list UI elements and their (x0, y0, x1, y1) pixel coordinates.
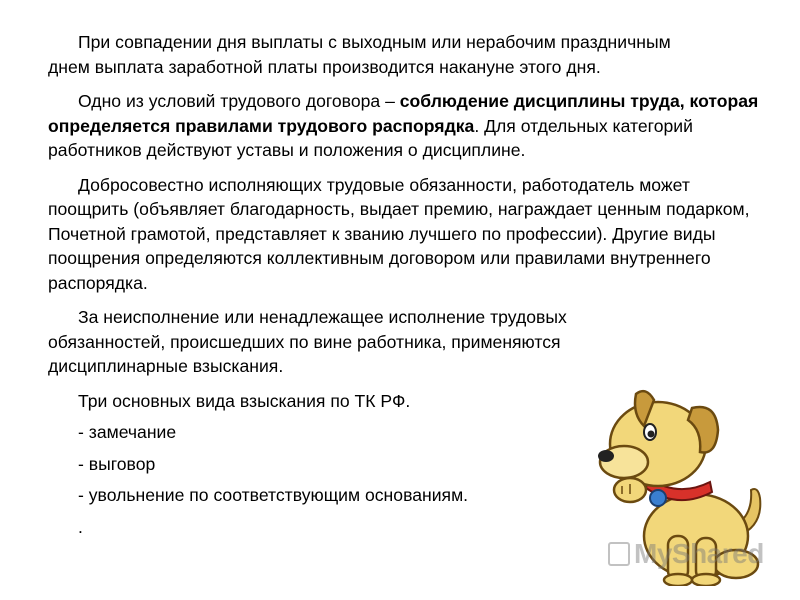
list-item-text: - замечание (78, 422, 177, 442)
thinking-dog-illustration (588, 386, 778, 586)
paragraph-salary-payment (48, 30, 698, 79)
paragraph-penalties-text: За неисполнение или ненадлежащее исполнение трудовых обязанностей, происшедших по вине работника, применяются дисциплинарные взыскания. (48, 307, 567, 376)
paragraph-labor-discipline (48, 89, 768, 163)
paragraph-incentives-text: Добросовестно исполняющих трудовые обязанности, работодатель может поощрить (объявляет благодарность, выдает премию, награждает ценным подарком, Почетной грамотой, представляет к званию лучшего по профессии). Другие виды поощрения определяются коллективным договором или правилами внутреннего распорядка. (48, 174, 750, 293)
paragraph-penalty-types-text: Три основных вида взыскания по ТК РФ. (78, 390, 411, 411)
trailing-dot-text: . (78, 516, 83, 537)
paragraph-penalties (48, 305, 638, 379)
labor-discipline-bold: соблюдение дисциплины труда, которая определяется правилами трудового распорядка (48, 91, 759, 136)
list-item-text: - выговор (78, 453, 156, 474)
labor-discipline-intro: Одно из условий трудового договора – (78, 91, 400, 111)
labor-discipline-rest: . Для отдельных категорий работников действуют уставы и положения о дисциплине. (48, 115, 693, 160)
list-item-text: - увольнение по соответствующим основаниям. (78, 485, 469, 505)
watermark-text: MyShared (634, 538, 764, 569)
paragraph-salary-payment-text: При совпадении дня выплаты с выходным или нерабочим праздничным днем выплата заработной платы производится накануне этого дня. (48, 32, 671, 77)
paragraph-incentives (48, 173, 768, 296)
